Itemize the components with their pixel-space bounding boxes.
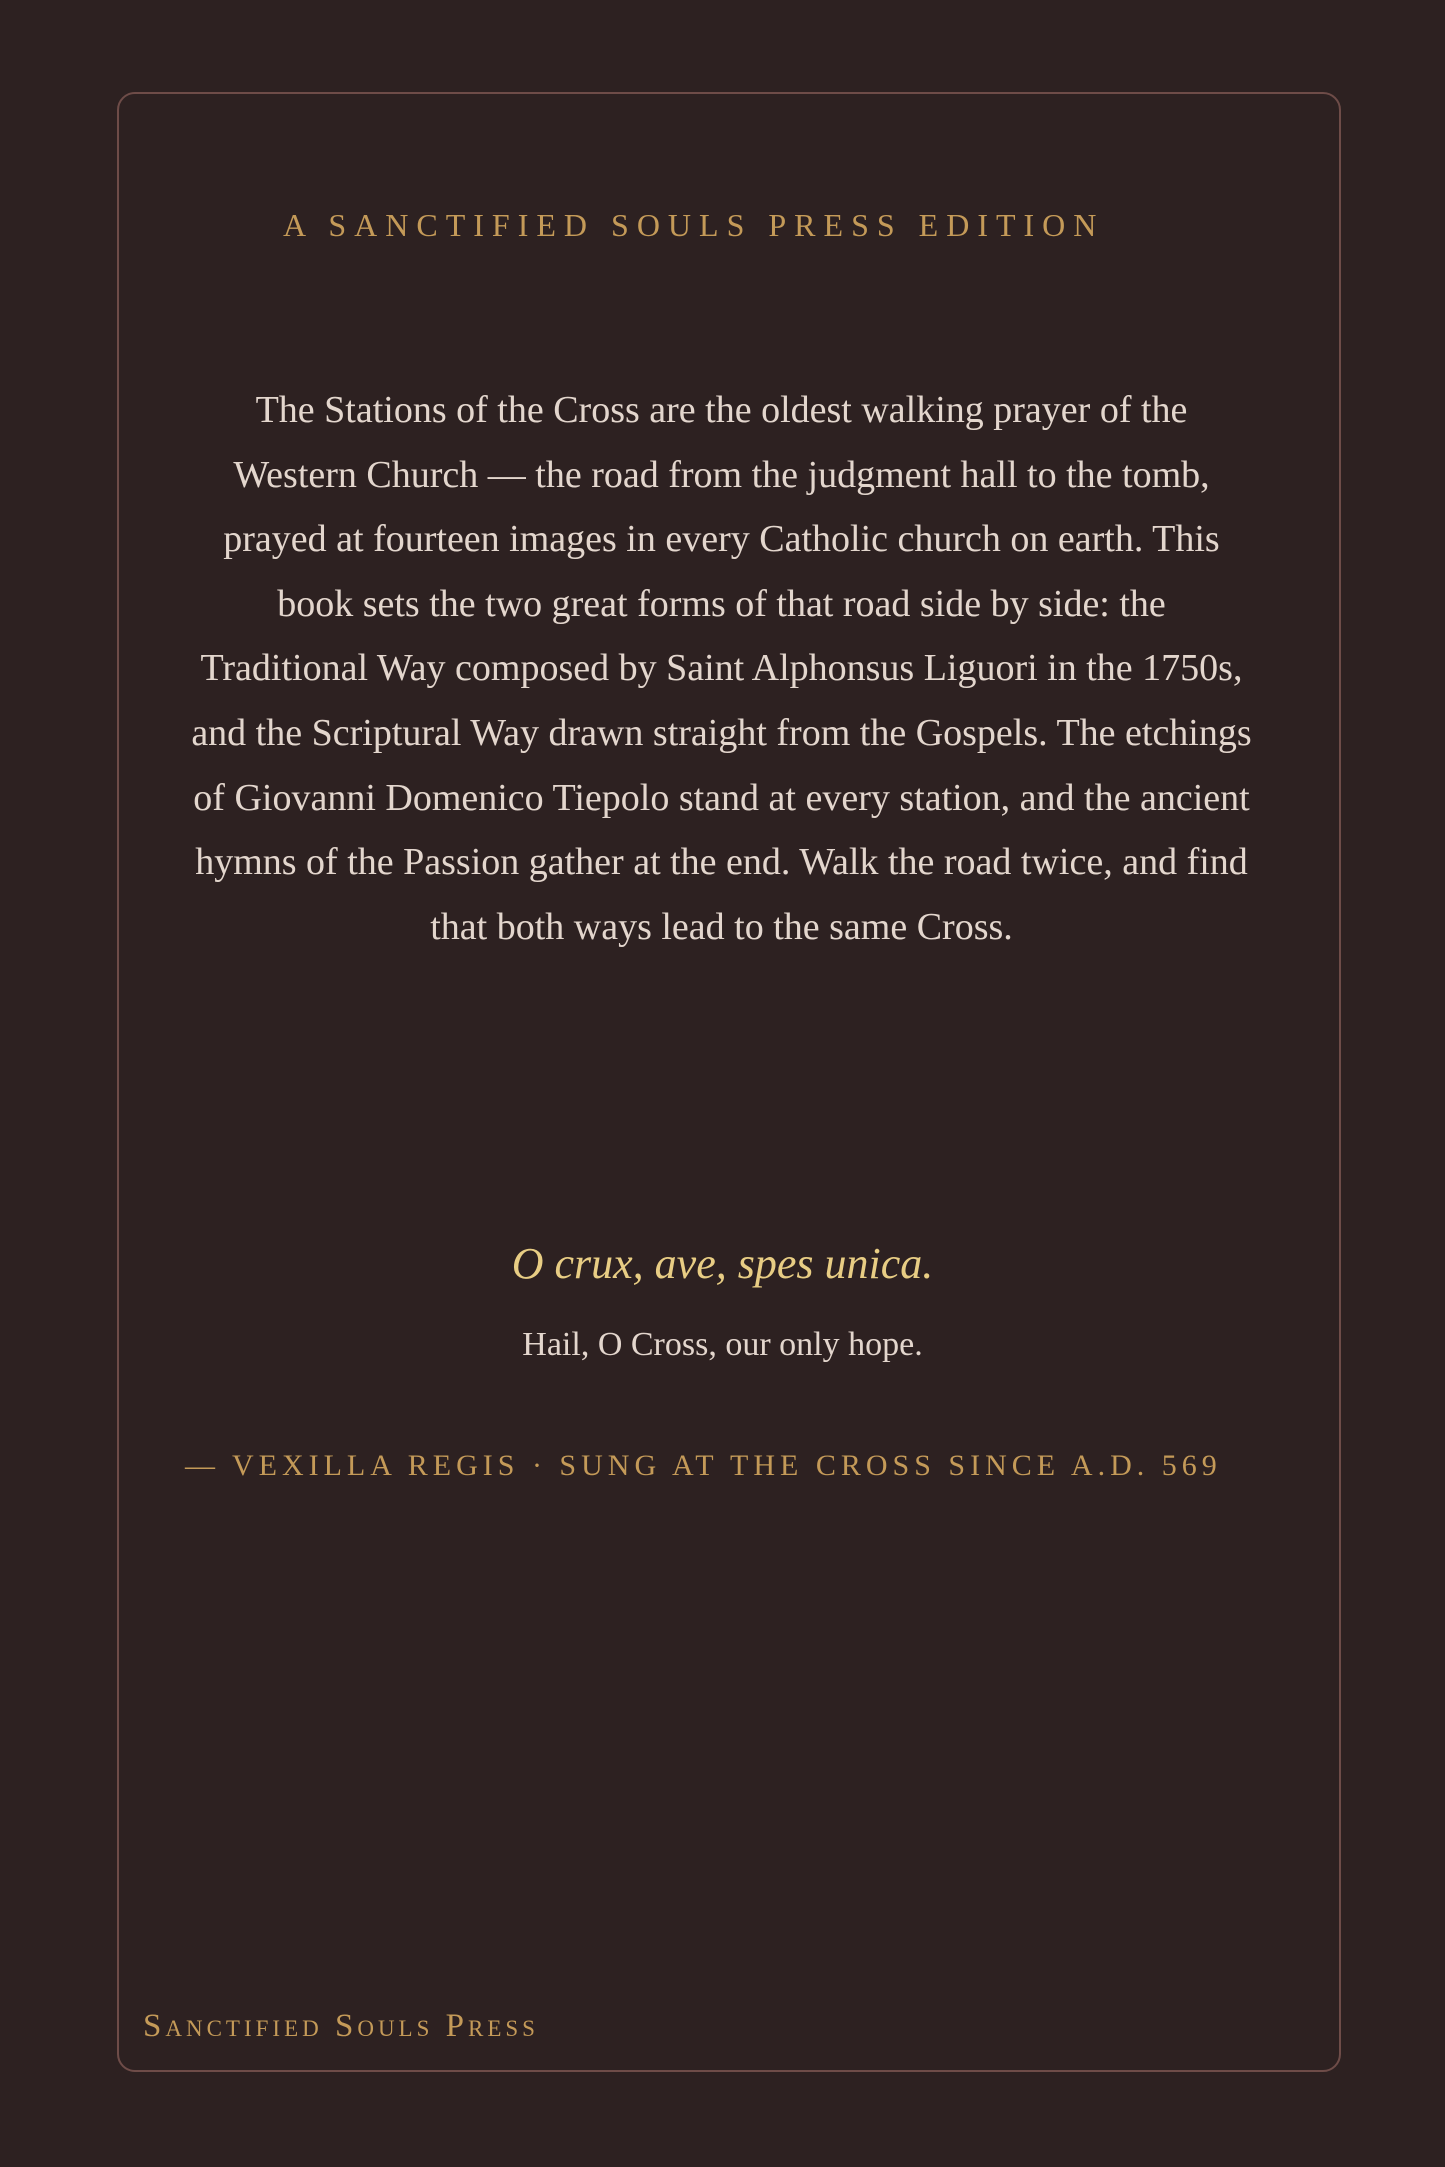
motto-attribution: — VEXILLA REGIS · SUNG AT THE CROSS SINCE A.D. 569 — [185, 1449, 1222, 1482]
motto-latin: O crux, ave, spes unica. — [511, 1239, 934, 1288]
edition-label: A SANCTIFIED SOULS PRESS EDITION — [283, 207, 1105, 243]
book-description: The Stations of the Cross are the oldest walking prayer of the Western Church — the road from the judgment hall to the tomb, prayed at fourteen images in every Catholic church on earth. This book sets the two great forms of that road side by side: the Traditional Way composed by Saint Alphonsus Liguori in the 1750s, and the Scriptural Way drawn straight from the Gospels. The etchings of Giovanni Domenico Tiepolo stand at every station, and the ancient hymns of the Passion gather at the end. Walk the road twice, and find that both ways lead to the same Cross. — [191, 389, 1252, 948]
publisher-imprint: Sanctified Souls Press — [143, 2008, 539, 2044]
motto-translation: Hail, O Cross, our only hope. — [522, 1326, 923, 1363]
